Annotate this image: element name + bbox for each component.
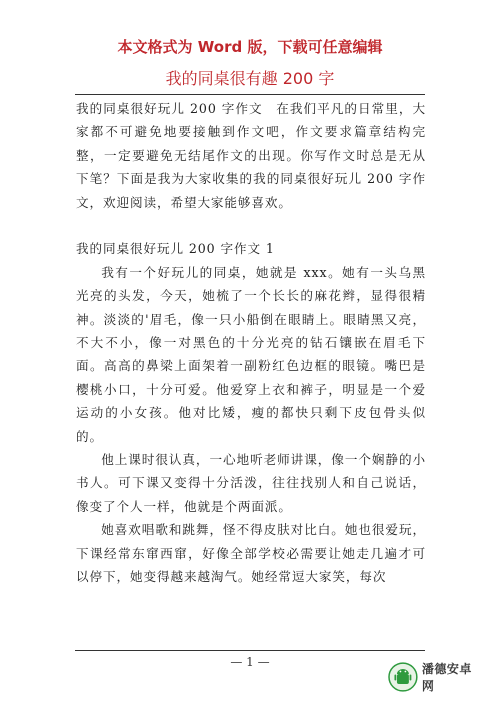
intro-paragraph: 我的同桌很好玩儿 200 字作文 在我们平凡的日常里，大家都不可避免地要接触到作文吧，作文要求篇章结构完整，一定要避免无结尾作文的出现。你写作文时总是无从下笔？下面是我为大家收集的我的同桌很好玩儿 200 字作文，欢迎阅读，希望大家能够喜欢。: [76, 101, 426, 210]
document-body: [76, 97, 426, 589]
page-number: — 1 —: [230, 655, 270, 669]
header-divider: [75, 94, 425, 95]
android-logo-icon: [388, 662, 418, 692]
paragraph-gap: [76, 214, 426, 237]
document-title: 我的同桌很有趣 200 字: [165, 69, 335, 88]
body-paragraph-3: 她喜欢唱歌和跳舞，怪不得皮肤对比白。她也很爱玩，下课经常东窜西窜，好像全部学校必需要让她走几遍才可以停下，她变得越来越淘气。她经常逗大家笑，每次: [76, 522, 426, 585]
footer-divider: [75, 650, 425, 651]
section-heading: 我的同桌很好玩儿 200 字作文 1: [76, 241, 275, 257]
site-watermark[interactable]: [388, 661, 484, 693]
watermark-text: 潘德安卓网: [421, 662, 472, 693]
body-paragraph-2: 他上课时很认真，一心地听老师讲课，像一个娴静的小书人。可下课又变得十分活泼，往往找别人和自己说话，像变了个人一样，他就是个两面派。: [76, 452, 426, 514]
body-paragraph-1: 我有一个好玩儿的同桌，她就是 xxx。她有一头乌黑光亮的头发，今天，她梳了一个长长的麻花辫，显得很精神。淡淡的'眉毛，像一只小船倒在眼睛上。眼睛黑又亮，不大不小，像一对黑色的十分光亮的钻石镶嵌在眉毛下面。高高的鼻梁上面架着一副粉红色边框的眼镜。嘴巴是樱桃小口，十分可爱。他爱穿上衣和裤子，明显是一个爱运动的小女孩。他对比矮，瘦的都快只剩下皮包骨头似的。: [76, 264, 426, 444]
download-banner: 本文格式为 Word 版，下载可任意编辑: [117, 38, 383, 56]
